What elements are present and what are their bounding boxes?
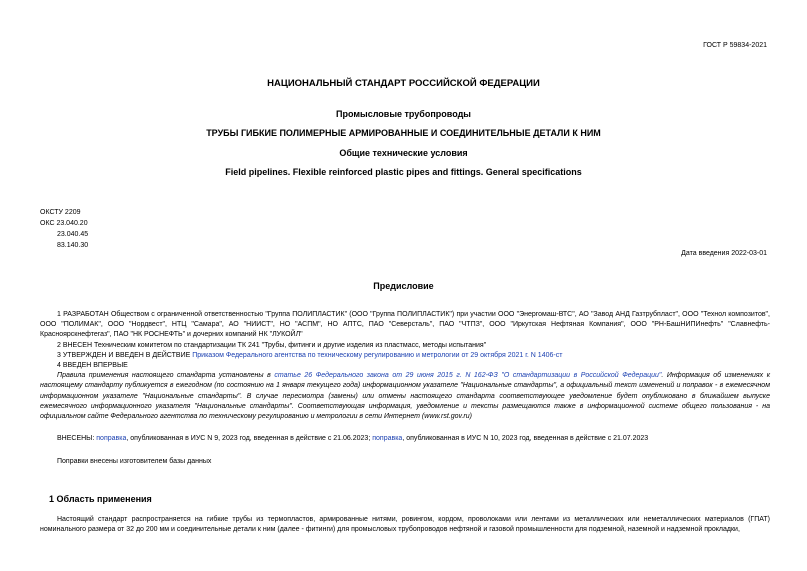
section-1-text: Настоящий стандарт распространяется на гибкие трубы из термопластов, армированные нитями, ровингом, кордом, проволоками или лентами из металлических или неметаллических материалов (ГПАТ) номинального размера от 32 до 200 мм и соединительные детали к ним (далее - фитинги) для промысловых трубопроводов нефтяной и газовой промышленности для подземной, наземной и надземной прокладки, [40, 516, 770, 534]
rules-text-start: Правила применения настоящего стандарта установлены в [57, 372, 275, 380]
general-subtitle: Общие технические условия [339, 148, 468, 158]
okstu-code: ОКСТУ 2209 [40, 209, 81, 216]
preface-body [40, 310, 770, 422]
amendment-link-2[interactable]: поправка [372, 435, 403, 442]
rules-text-end: . Информация об изменениях к настоящему стандарту публикуется в ежегодном (по состоянию на 1 января текущего года) информационном указателе "Национальные стандарты", а официальный текст изменений и поправок - в ежемесячном информационном указателе "Национальные стандарты". В случае пересмотра (замены) или отмены настоящего стандарта соответствующее уведомление будет опубликовано в ближайшем выпуске ежемесячного информационного указателя "Национальные стандарты". Соответствующая информация, уведомление и тексты размещаются также в информационной системе общего пользования - на официальном сайте Федерального агентства по техническому регулированию и метрологии в сети Интернет (www.rst.gov.ru) [40, 372, 771, 421]
section-1-body [40, 515, 770, 535]
oks-code-3: 83.140.30 [57, 242, 89, 249]
preface-item-3 [40, 351, 770, 361]
amendments-note: Поправки внесены изготовителем базы данных [57, 458, 212, 465]
federal-law-link[interactable]: статье 26 Федерального закона от 29 июня 2015 г. N 162-ФЗ "О стандартизации в Российской Федерации" [274, 372, 662, 380]
preface-rules-paragraph [40, 371, 770, 422]
oks-code-1: ОКС 23.040.20 [40, 220, 88, 227]
amendments-line [40, 434, 770, 444]
english-title: Field pipelines. Flexible reinforced plastic pipes and fittings. General specifications [225, 167, 582, 177]
main-title: ТРУБЫ ГИБКИЕ ПОЛИМЕРНЫЕ АРМИРОВАННЫЕ И СОЕДИНИТЕЛЬНЫЕ ДЕТАЛИ К НИМ [206, 128, 601, 138]
document-code: ГОСТ Р 59834-2021 [703, 42, 767, 49]
national-standard-title: НАЦИОНАЛЬНЫЙ СТАНДАРТ РОССИЙСКОЙ ФЕДЕРАЦИИ [267, 78, 540, 89]
preface-item-3-text: 3 УТВЕРЖДЕН И ВВЕДЕН В ДЕЙСТВИЕ [57, 351, 193, 359]
preface-item-1: 1 РАЗРАБОТАН Обществом с ограниченной ответственностью "Группа ПОЛИПЛАСТИК" (ООО "Группа ПОЛИПЛАСТИК") при участии ООО "Энергомаш-ВТС", АО "Завод АНД Газтрубпласт", ООО "Технол композитов", ООО "ПОЛИМАК", ООО "Нордвест", НТЦ "Самара", АО "НИИСТ", НО "АСПМ", НО АПТС, ПАО "Северсталь", ПАО "ЧТПЗ", ООО "Иркутская Нефтяная Компания", ООО "РН-БашНИПИнефть" "Славнефть-Красноярскнефтегаз", ПАО "НК РОСНЕФТЬ" и дочерних компаний НК "ЛУКОЙЛ" [40, 311, 770, 339]
order-link[interactable]: Приказом Федерального агентства по техническому регулированию и метрологии от 29 октября 2021 г. N 1406-ст [192, 351, 563, 359]
intro-date: Дата введения 2022-03-01 [681, 250, 767, 257]
amendments-suffix: , опубликованная в ИУС N 10, 2023 год, введенная в действие с 21.07.2023 [402, 435, 649, 442]
oks-code-2: 23.040.45 [57, 231, 89, 238]
section-1-heading: 1 Область применения [49, 494, 152, 504]
amendments-prefix: ВНЕСЕНЫ: [57, 435, 97, 442]
field-title: Промысловые трубопроводы [336, 109, 471, 119]
amendments-middle: , опубликованная в ИУС N 9, 2023 год, введенная в действие с 21.06.2023; [126, 435, 373, 442]
amendment-link-1[interactable]: поправка [96, 435, 127, 442]
preface-item-4: 4 ВВЕДЕН ВПЕРВЫЕ [57, 362, 128, 370]
classifier-block [40, 207, 88, 251]
preface-heading: Предисловие [373, 281, 434, 291]
preface-item-2: 2 ВНЕСЕН Техническим комитетом по стандартизации ТК 241 "Трубы, фитинги и другие изделия из пластмасс, методы испытания" [57, 341, 487, 349]
amendments-note-block [40, 457, 770, 467]
